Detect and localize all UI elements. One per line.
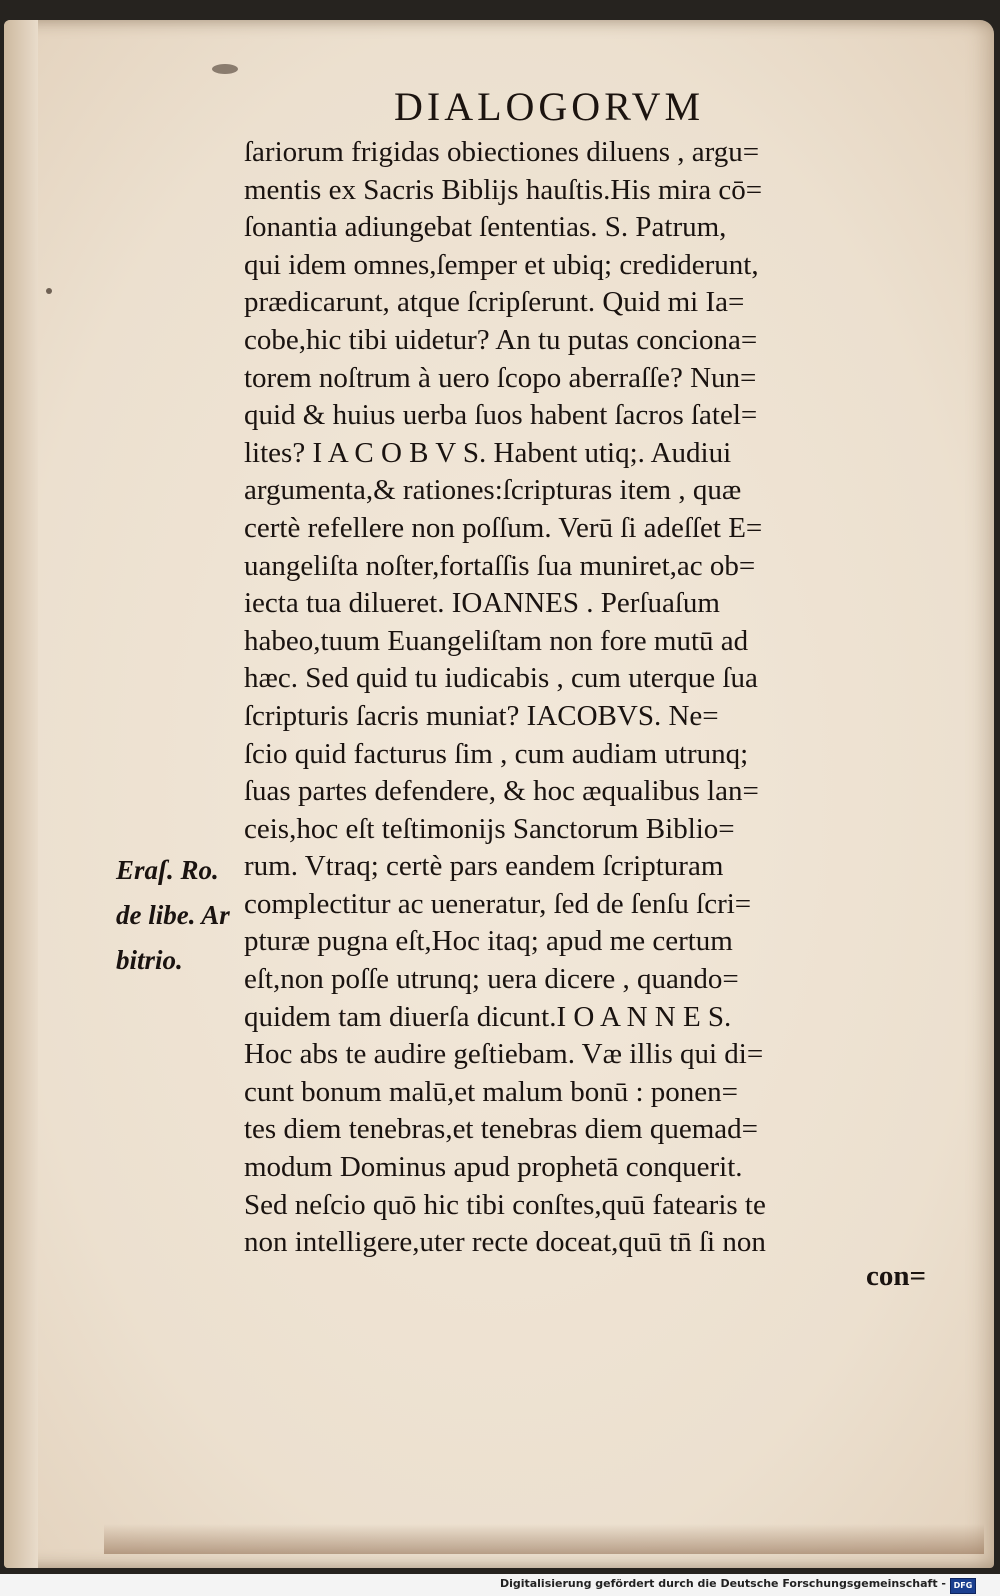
- funding-credit: Digitalisierung gefördert durch die Deutsche Forschungsgemeinschaft -: [499, 1577, 946, 1590]
- text-line: certè refellere non poſſum. Verū ſi adeſſet E=: [244, 511, 763, 544]
- text-line: lites? I A C O B V S. Habent utiq;. Audiui: [244, 436, 732, 469]
- text-line: quid & huius uerba ſuos habent ſacros ſatel=: [244, 399, 758, 432]
- text-line: ceis,hoc eſt teſtimonĳs Sanctorum Biblio=: [244, 812, 735, 845]
- catchword: con=: [866, 1260, 927, 1292]
- text-line: qui idem omnes,ſemper et ubiq; crediderunt,: [244, 248, 759, 281]
- text-line: habeo,tuum Euangeliſtam non fore mutū ad: [244, 624, 749, 657]
- ink-spot: [212, 64, 238, 74]
- dfg-logo-icon: DFG: [950, 1578, 976, 1594]
- text-line: hæc. Sed quid tu iudicabis , cum uterque ſua: [244, 662, 758, 695]
- text-line: complectitur ac ueneratur, ſed de ſenſu ſcri=: [244, 887, 752, 920]
- text-line: Hoc abs te audire geſtiebam. Væ illis qui di=: [244, 1038, 764, 1071]
- marginal-note-line: de libe. Ar: [116, 900, 230, 930]
- text-line: torem noſtrum à uero ſcopo aberraſſe? Nun=: [244, 361, 757, 394]
- text-line: mentis ex Sacris Biblĳs hauſtis.His mira cō=: [244, 173, 763, 206]
- text-line: eſt,non poſſe utrunq; uera dicere , quando=: [244, 963, 739, 996]
- ink-spot: [46, 288, 52, 294]
- text-line: tes diem tenebras,et tenebras diem quemad=: [244, 1113, 758, 1146]
- text-line: argumenta,& rationes:ſcripturas item , quæ: [244, 474, 742, 507]
- text-line: ſcio quid facturus ſim , cum audiam utrunq;: [244, 737, 749, 770]
- marginal-note: [116, 848, 230, 983]
- text-line: iecta tua dilueret. IOANNES . Perſuaſum: [244, 587, 720, 620]
- text-line: cobe,hic tibi uidetur? An tu putas conciona=: [244, 323, 758, 356]
- text-line: pturæ pugna eſt,Hoc itaq; apud me certum: [244, 925, 733, 958]
- text-line: modum Dominus apud prophetā conquerit.: [244, 1151, 743, 1184]
- marginal-note-line: bitrio.: [116, 945, 183, 975]
- body-text: [244, 134, 944, 1262]
- text-line: ſonantia adiungebat ſententias. S. Patrum,: [244, 211, 727, 244]
- page-bottom-stain: [104, 1524, 984, 1554]
- marginal-note-line: Eraſ. Ro.: [116, 855, 219, 885]
- text-line: uangeliſta noſter,fortaſſis ſua muniret,ac ob=: [244, 549, 756, 582]
- text-line: ſariorum frigidas obiectiones diluens , argu=: [244, 136, 760, 168]
- text-line: Sed neſcio quō hic tibi conſtes,quū fatearis te: [244, 1188, 766, 1221]
- text-line: ſuas partes defendere, & hoc æqualibus lan=: [244, 775, 759, 808]
- text-line: ſcripturis ſacris muniat? IACOBVS. Ne=: [244, 699, 719, 732]
- text-line: quidem tam diuerſa dicunt.I O A N N E S.: [244, 1000, 732, 1033]
- text-line: rum. Vtraq; certè pars eandem ſcripturam: [244, 850, 724, 883]
- text-line: cunt bonum malū,et malum bonū : ponen=: [244, 1075, 738, 1108]
- footer-bar: [0, 1574, 1000, 1596]
- text-line: prædicarunt, atque ſcripſerunt. Quid mi Ia=: [244, 286, 745, 319]
- page-gutter: [4, 20, 38, 1568]
- text-line: non intelligere,uter recte doceat,quū tn̄ ſi non: [244, 1226, 766, 1259]
- running-head: DIALOGORVM: [394, 84, 705, 129]
